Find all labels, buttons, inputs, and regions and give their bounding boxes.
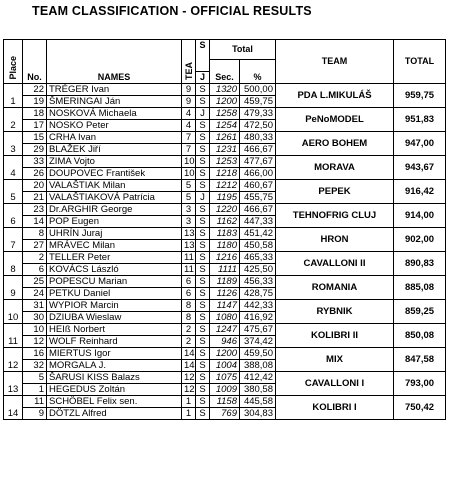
- seconds-cell: 1009: [210, 384, 240, 396]
- start-number-cell: 11: [23, 396, 47, 408]
- header-j: J: [196, 72, 210, 84]
- team-total-cell: 885,08: [394, 276, 446, 300]
- competitor-name-cell: NOSKOVÁ Michaela: [47, 108, 182, 120]
- category-cell: S: [196, 96, 210, 108]
- header-pct: %: [240, 60, 276, 84]
- percent-cell: 479,33: [240, 108, 276, 120]
- competitor-name-cell: MIERTUS Igor: [47, 348, 182, 360]
- percent-cell: 456,33: [240, 276, 276, 288]
- start-number-cell: 15: [23, 132, 47, 144]
- table-header: [4, 40, 446, 84]
- percent-cell: 455,75: [240, 192, 276, 204]
- team-total-cell: 750,42: [394, 396, 446, 420]
- category-cell: S: [196, 144, 210, 156]
- seconds-cell: 1075: [210, 372, 240, 384]
- table-row: [4, 84, 446, 96]
- team-number-cell: 5: [182, 192, 196, 204]
- category-cell: S: [196, 252, 210, 264]
- competitor-name-cell: VALAŠTIAKOVÁ Patrícia: [47, 192, 182, 204]
- seconds-cell: 1253: [210, 156, 240, 168]
- team-number-cell: 1: [182, 408, 196, 420]
- header-no: No.: [23, 40, 47, 84]
- start-number-cell: 8: [23, 228, 47, 240]
- seconds-cell: 1261: [210, 132, 240, 144]
- team-number-cell: 2: [182, 324, 196, 336]
- start-number-cell: 21: [23, 192, 47, 204]
- competitor-name-cell: DZIUBA Wieslaw: [47, 312, 182, 324]
- seconds-cell: 1200: [210, 348, 240, 360]
- team-name-cell: TEHNOFRIG CLUJ: [276, 204, 394, 228]
- category-cell: S: [196, 336, 210, 348]
- seconds-cell: 1147: [210, 300, 240, 312]
- competitor-name-cell: DÖTZL Alfred: [47, 408, 182, 420]
- team-number-cell: 14: [182, 360, 196, 372]
- team-total-cell: 793,00: [394, 372, 446, 396]
- start-number-cell: 14: [23, 216, 47, 228]
- team-number-cell: 6: [182, 276, 196, 288]
- category-cell: S: [196, 360, 210, 372]
- seconds-cell: 769: [210, 408, 240, 420]
- place-cell: 5: [4, 180, 23, 204]
- start-number-cell: 31: [23, 300, 47, 312]
- place-cell: 2: [4, 108, 23, 132]
- percent-cell: 425,50: [240, 264, 276, 276]
- team-number-cell: 5: [182, 180, 196, 192]
- category-cell: S: [196, 288, 210, 300]
- table-row: [4, 108, 446, 120]
- team-total-cell: 890,83: [394, 252, 446, 276]
- competitor-name-cell: HEGEDUS Zoltán: [47, 384, 182, 396]
- header-total: Total: [210, 40, 276, 60]
- percent-cell: 388,08: [240, 360, 276, 372]
- team-name-cell: PEPEK: [276, 180, 394, 204]
- team-name-cell: HRON: [276, 228, 394, 252]
- results-table: [3, 39, 446, 420]
- competitor-name-cell: PETKU Daniel: [47, 288, 182, 300]
- start-number-cell: 17: [23, 120, 47, 132]
- team-name-cell: PDA L.MIKULÁŠ: [276, 84, 394, 108]
- team-name-cell: RYBNIK: [276, 300, 394, 324]
- table-row: [4, 324, 446, 336]
- category-cell: S: [196, 300, 210, 312]
- team-name-cell: PeNoMODEL: [276, 108, 394, 132]
- team-number-cell: 3: [182, 204, 196, 216]
- seconds-cell: 1231: [210, 144, 240, 156]
- percent-cell: 466,67: [240, 204, 276, 216]
- team-number-cell: 13: [182, 240, 196, 252]
- percent-cell: 380,58: [240, 384, 276, 396]
- category-cell: S: [196, 180, 210, 192]
- category-cell: J: [196, 108, 210, 120]
- percent-cell: 304,83: [240, 408, 276, 420]
- seconds-cell: 1080: [210, 312, 240, 324]
- team-name-cell: MORAVA: [276, 156, 394, 180]
- team-total-cell: 943,67: [394, 156, 446, 180]
- start-number-cell: 30: [23, 312, 47, 324]
- place-cell: 3: [4, 132, 23, 156]
- seconds-cell: 1180: [210, 240, 240, 252]
- competitor-name-cell: ŠMERINGAI Ján: [47, 96, 182, 108]
- competitor-name-cell: WOLF Reinhard: [47, 336, 182, 348]
- team-number-cell: 1: [182, 396, 196, 408]
- start-number-cell: 9: [23, 408, 47, 420]
- header-grand-total: TOTAL: [394, 40, 446, 84]
- competitor-name-cell: UHRÍN Juraj: [47, 228, 182, 240]
- percent-cell: 374,42: [240, 336, 276, 348]
- place-cell: 13: [4, 372, 23, 396]
- percent-cell: 459,75: [240, 96, 276, 108]
- category-cell: S: [196, 396, 210, 408]
- start-number-cell: 16: [23, 348, 47, 360]
- start-number-cell: 1: [23, 384, 47, 396]
- place-cell: 12: [4, 348, 23, 372]
- team-number-cell: 12: [182, 372, 196, 384]
- seconds-cell: 1216: [210, 252, 240, 264]
- team-number-cell: 11: [182, 264, 196, 276]
- page-title: TEAM CLASSIFICATION - OFFICIAL RESULTS: [32, 4, 312, 18]
- start-number-cell: 6: [23, 264, 47, 276]
- percent-cell: 416,92: [240, 312, 276, 324]
- competitor-name-cell: ŠARUSI KISS Balazs: [47, 372, 182, 384]
- category-cell: S: [196, 228, 210, 240]
- start-number-cell: 18: [23, 108, 47, 120]
- team-total-cell: 847,58: [394, 348, 446, 372]
- percent-cell: 460,67: [240, 180, 276, 192]
- percent-cell: 472,50: [240, 120, 276, 132]
- team-total-cell: 947,00: [394, 132, 446, 156]
- header-place: Place: [4, 40, 23, 84]
- competitor-name-cell: DOUPOVEC František: [47, 168, 182, 180]
- seconds-cell: 1004: [210, 360, 240, 372]
- team-total-cell: 959,75: [394, 84, 446, 108]
- category-cell: S: [196, 204, 210, 216]
- table-body: [4, 84, 446, 420]
- team-total-cell: 951,83: [394, 108, 446, 132]
- competitor-name-cell: ZIMA Vojto: [47, 156, 182, 168]
- team-number-cell: 6: [182, 288, 196, 300]
- start-number-cell: 26: [23, 168, 47, 180]
- place-cell: 4: [4, 156, 23, 180]
- seconds-cell: 1126: [210, 288, 240, 300]
- percent-cell: 465,33: [240, 252, 276, 264]
- start-number-cell: 10: [23, 324, 47, 336]
- header-team: TEAM: [276, 40, 394, 84]
- seconds-cell: 1218: [210, 168, 240, 180]
- seconds-cell: 1162: [210, 216, 240, 228]
- seconds-cell: 1258: [210, 108, 240, 120]
- percent-cell: 477,67: [240, 156, 276, 168]
- header-tea: TEA: [182, 40, 196, 84]
- category-cell: J: [196, 192, 210, 204]
- start-number-cell: 24: [23, 288, 47, 300]
- category-cell: S: [196, 312, 210, 324]
- percent-cell: 412,42: [240, 372, 276, 384]
- start-number-cell: 19: [23, 96, 47, 108]
- place-cell: 6: [4, 204, 23, 228]
- seconds-cell: 1111: [210, 264, 240, 276]
- team-number-cell: 7: [182, 144, 196, 156]
- start-number-cell: 29: [23, 144, 47, 156]
- category-cell: S: [196, 324, 210, 336]
- percent-cell: 450,58: [240, 240, 276, 252]
- percent-cell: 451,42: [240, 228, 276, 240]
- team-number-cell: 10: [182, 168, 196, 180]
- team-number-cell: 14: [182, 348, 196, 360]
- competitor-name-cell: HEIß Norbert: [47, 324, 182, 336]
- start-number-cell: 5: [23, 372, 47, 384]
- team-name-cell: ROMANIA: [276, 276, 394, 300]
- percent-cell: 480,33: [240, 132, 276, 144]
- team-number-cell: 4: [182, 120, 196, 132]
- seconds-cell: 1220: [210, 204, 240, 216]
- percent-cell: 442,33: [240, 300, 276, 312]
- competitor-name-cell: VALAŠTIAK Milan: [47, 180, 182, 192]
- place-cell: 1: [4, 84, 23, 108]
- percent-cell: 466,00: [240, 168, 276, 180]
- category-cell: S: [196, 372, 210, 384]
- competitor-name-cell: TRÉGER Ivan: [47, 84, 182, 96]
- start-number-cell: 27: [23, 240, 47, 252]
- percent-cell: 500,00: [240, 84, 276, 96]
- seconds-cell: 1212: [210, 180, 240, 192]
- seconds-cell: 1320: [210, 84, 240, 96]
- team-number-cell: 12: [182, 384, 196, 396]
- category-cell: S: [196, 348, 210, 360]
- category-cell: S: [196, 156, 210, 168]
- team-total-cell: 914,00: [394, 204, 446, 228]
- competitor-name-cell: BLAŽEK Jiří: [47, 144, 182, 156]
- percent-cell: 445,58: [240, 396, 276, 408]
- start-number-cell: 23: [23, 204, 47, 216]
- category-cell: S: [196, 132, 210, 144]
- team-name-cell: MIX: [276, 348, 394, 372]
- team-number-cell: 2: [182, 336, 196, 348]
- place-cell: 10: [4, 300, 23, 324]
- competitor-name-cell: MORGALA J.: [47, 360, 182, 372]
- team-name-cell: KOLIBRI I: [276, 396, 394, 420]
- category-cell: S: [196, 84, 210, 96]
- team-name-cell: KOLIBRI II: [276, 324, 394, 348]
- seconds-cell: 1200: [210, 96, 240, 108]
- table-row: [4, 252, 446, 264]
- competitor-name-cell: NOSKO Peter: [47, 120, 182, 132]
- category-cell: S: [196, 276, 210, 288]
- table-row: [4, 372, 446, 384]
- team-number-cell: 9: [182, 84, 196, 96]
- seconds-cell: 1195: [210, 192, 240, 204]
- percent-cell: 475,67: [240, 324, 276, 336]
- header-names: NAMES: [47, 40, 182, 84]
- table-row: [4, 300, 446, 312]
- header-s: S: [196, 40, 210, 72]
- team-total-cell: 902,00: [394, 228, 446, 252]
- start-number-cell: 22: [23, 84, 47, 96]
- table-row: [4, 132, 446, 144]
- table-row: [4, 348, 446, 360]
- start-number-cell: 2: [23, 252, 47, 264]
- team-total-cell: 859,25: [394, 300, 446, 324]
- category-cell: S: [196, 384, 210, 396]
- competitor-name-cell: SCHÖBEL Felix sen.: [47, 396, 182, 408]
- table-row: [4, 276, 446, 288]
- competitor-name-cell: POP Eugen: [47, 216, 182, 228]
- category-cell: S: [196, 240, 210, 252]
- category-cell: S: [196, 408, 210, 420]
- header-sec: Sec.: [210, 60, 240, 84]
- competitor-name-cell: MRÁVEC Milan: [47, 240, 182, 252]
- percent-cell: 447,33: [240, 216, 276, 228]
- competitor-name-cell: WYPIOR Marcin: [47, 300, 182, 312]
- place-cell: 9: [4, 276, 23, 300]
- team-number-cell: 8: [182, 312, 196, 324]
- team-number-cell: 7: [182, 132, 196, 144]
- team-number-cell: 11: [182, 252, 196, 264]
- competitor-name-cell: TELLER Peter: [47, 252, 182, 264]
- place-cell: 8: [4, 252, 23, 276]
- seconds-cell: 1189: [210, 276, 240, 288]
- seconds-cell: 1254: [210, 120, 240, 132]
- percent-cell: 428,75: [240, 288, 276, 300]
- competitor-name-cell: CRHA Ivan: [47, 132, 182, 144]
- team-number-cell: 10: [182, 156, 196, 168]
- team-name-cell: AERO BOHEM: [276, 132, 394, 156]
- category-cell: S: [196, 120, 210, 132]
- start-number-cell: 32: [23, 360, 47, 372]
- seconds-cell: 1247: [210, 324, 240, 336]
- team-total-cell: 916,42: [394, 180, 446, 204]
- team-name-cell: CAVALLONI I: [276, 372, 394, 396]
- start-number-cell: 20: [23, 180, 47, 192]
- team-total-cell: 850,08: [394, 324, 446, 348]
- percent-cell: 466,67: [240, 144, 276, 156]
- place-cell: 14: [4, 396, 23, 420]
- place-cell: 11: [4, 324, 23, 348]
- seconds-cell: 1183: [210, 228, 240, 240]
- category-cell: S: [196, 264, 210, 276]
- team-number-cell: 4: [182, 108, 196, 120]
- team-number-cell: 3: [182, 216, 196, 228]
- start-number-cell: 33: [23, 156, 47, 168]
- team-number-cell: 9: [182, 96, 196, 108]
- table-row: [4, 156, 446, 168]
- seconds-cell: 1158: [210, 396, 240, 408]
- team-number-cell: 8: [182, 300, 196, 312]
- start-number-cell: 12: [23, 336, 47, 348]
- team-number-cell: 13: [182, 228, 196, 240]
- category-cell: S: [196, 216, 210, 228]
- competitor-name-cell: Dr.ARGHIR George: [47, 204, 182, 216]
- table-row: [4, 204, 446, 216]
- table-row: [4, 180, 446, 192]
- competitor-name-cell: KOVÁCS László: [47, 264, 182, 276]
- percent-cell: 459,50: [240, 348, 276, 360]
- competitor-name-cell: POPESCU Marian: [47, 276, 182, 288]
- table-row: [4, 228, 446, 240]
- team-name-cell: CAVALLONI II: [276, 252, 394, 276]
- seconds-cell: 946: [210, 336, 240, 348]
- place-cell: 7: [4, 228, 23, 252]
- table-row: [4, 396, 446, 408]
- category-cell: S: [196, 168, 210, 180]
- start-number-cell: 25: [23, 276, 47, 288]
